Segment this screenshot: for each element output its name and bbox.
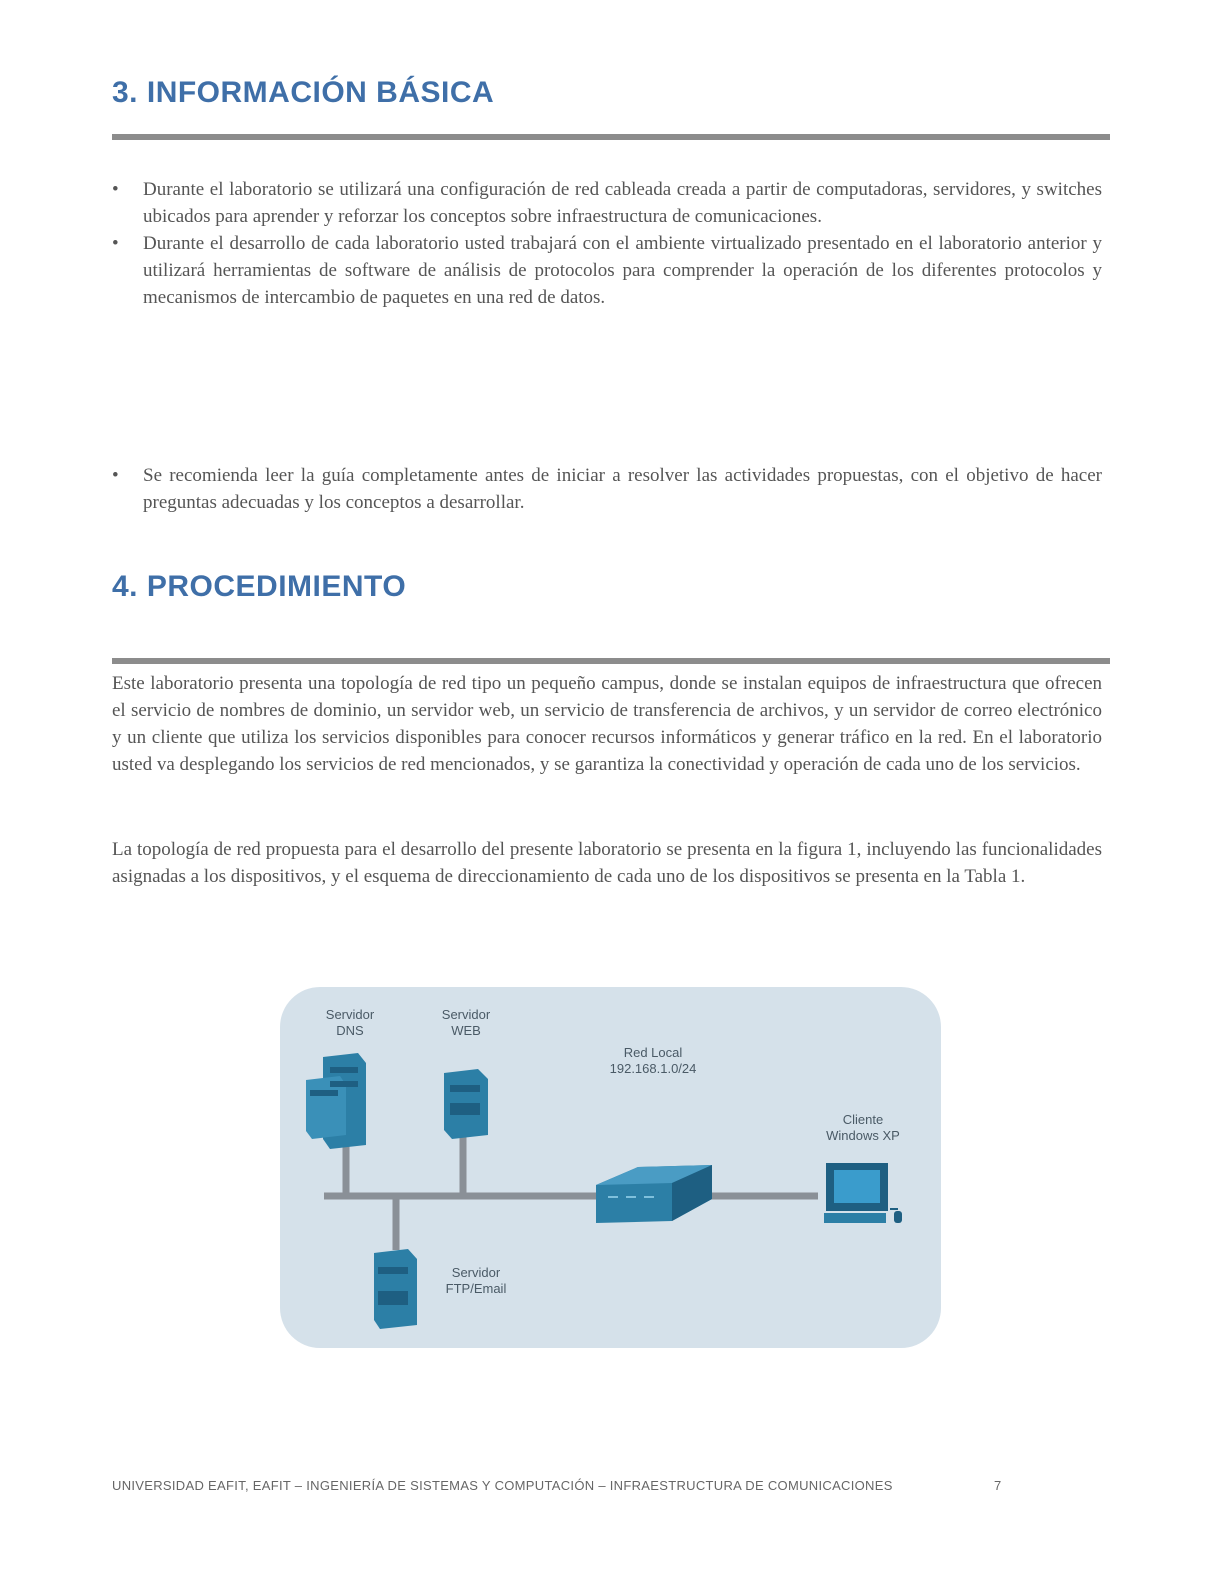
page-number: 7 [994, 1478, 1002, 1493]
ftp-email-server-label: Servidor FTP/Email [445, 1265, 507, 1296]
page-footer: UNIVERSIDAD EAFIT, EAFIT – INGENIERÍA DE SISTEMAS Y COMPUTACIÓN – INFRAESTRUCTURA DE COMUNICACIONES [112, 1478, 893, 1493]
bullet-dot: • [112, 233, 119, 254]
procedure-paragraph-1: Este laboratorio presenta una topología de red tipo un pequeño campus, donde se instalan equipos de infraestructura que ofrecen el servicio de nombres de dominio, un servidor web, un servicio de transferencia de archivos, y un servidor de correo electrónico y un cliente que utiliza los servicios disponibles para conocer recursos informáticos y generar tráfico en la red. En el laboratorio usted va desplegando los servicios de red mencionados, y se garantiza la conectividad y operación de cada uno de los servicios. [112, 673, 1102, 775]
network-topology-diagram [278, 985, 943, 1350]
procedure-paragraph-2: La topología de red propuesta para el desarrollo del presente laboratorio se presenta en la figura 1, incluyendo las funcionalidades asignadas a los dispositivos, y el esquema de direccionamiento de cada uno de los dispositivos se presenta en la Tabla 1. [112, 839, 1102, 887]
ftp-email-server-icon [374, 1249, 417, 1329]
dns-server-label: Servidor DNS [325, 1007, 375, 1038]
section-3-rule [112, 134, 1110, 140]
network-topology-figure [278, 985, 943, 1350]
bullet-text: Durante el desarrollo de cada laboratorio usted trabajará con el ambiente virtualizado presentado en el laboratorio anterior y utilizará herramientas de software de análisis de protocolos para comprender la operación de los diferentes protocolos y mecanismos de intercambio de paquetes en una red de datos. [143, 233, 1102, 308]
bullet-text: Durante el laboratorio se utilizará una configuración de red cableada creada a partir de computadoras, servidores, y switches ubicados para aprender y reforzar los conceptos sobre infraestructura de comunicaciones. [143, 179, 1102, 227]
bullet-dot: • [112, 465, 119, 486]
client-label: Cliente Windows XP [826, 1112, 900, 1143]
bullet-item [112, 462, 1102, 516]
section-3-title: 3. INFORMACIÓN BÁSICA [112, 76, 495, 109]
section-3-bullet-list-a [112, 176, 1102, 311]
bullet-dot: • [112, 179, 119, 200]
bullet-text: Se recomienda leer la guía completamente antes de iniciar a resolver las actividades propuestas, con el objetivo de hacer preguntas adecuadas y los conceptos a desarrollar. [143, 465, 1102, 513]
lan-label: Red Local 192.168.1.0/24 [609, 1045, 697, 1076]
web-server-icon [444, 1069, 488, 1139]
section-4-rule [112, 658, 1110, 664]
section-3-bullet-list-b [112, 462, 1102, 516]
section-4-title: 4. PROCEDIMIENTO [112, 570, 407, 603]
bullet-item [112, 230, 1102, 311]
bullet-item [112, 176, 1102, 230]
web-server-label: Servidor WEB [441, 1007, 491, 1038]
